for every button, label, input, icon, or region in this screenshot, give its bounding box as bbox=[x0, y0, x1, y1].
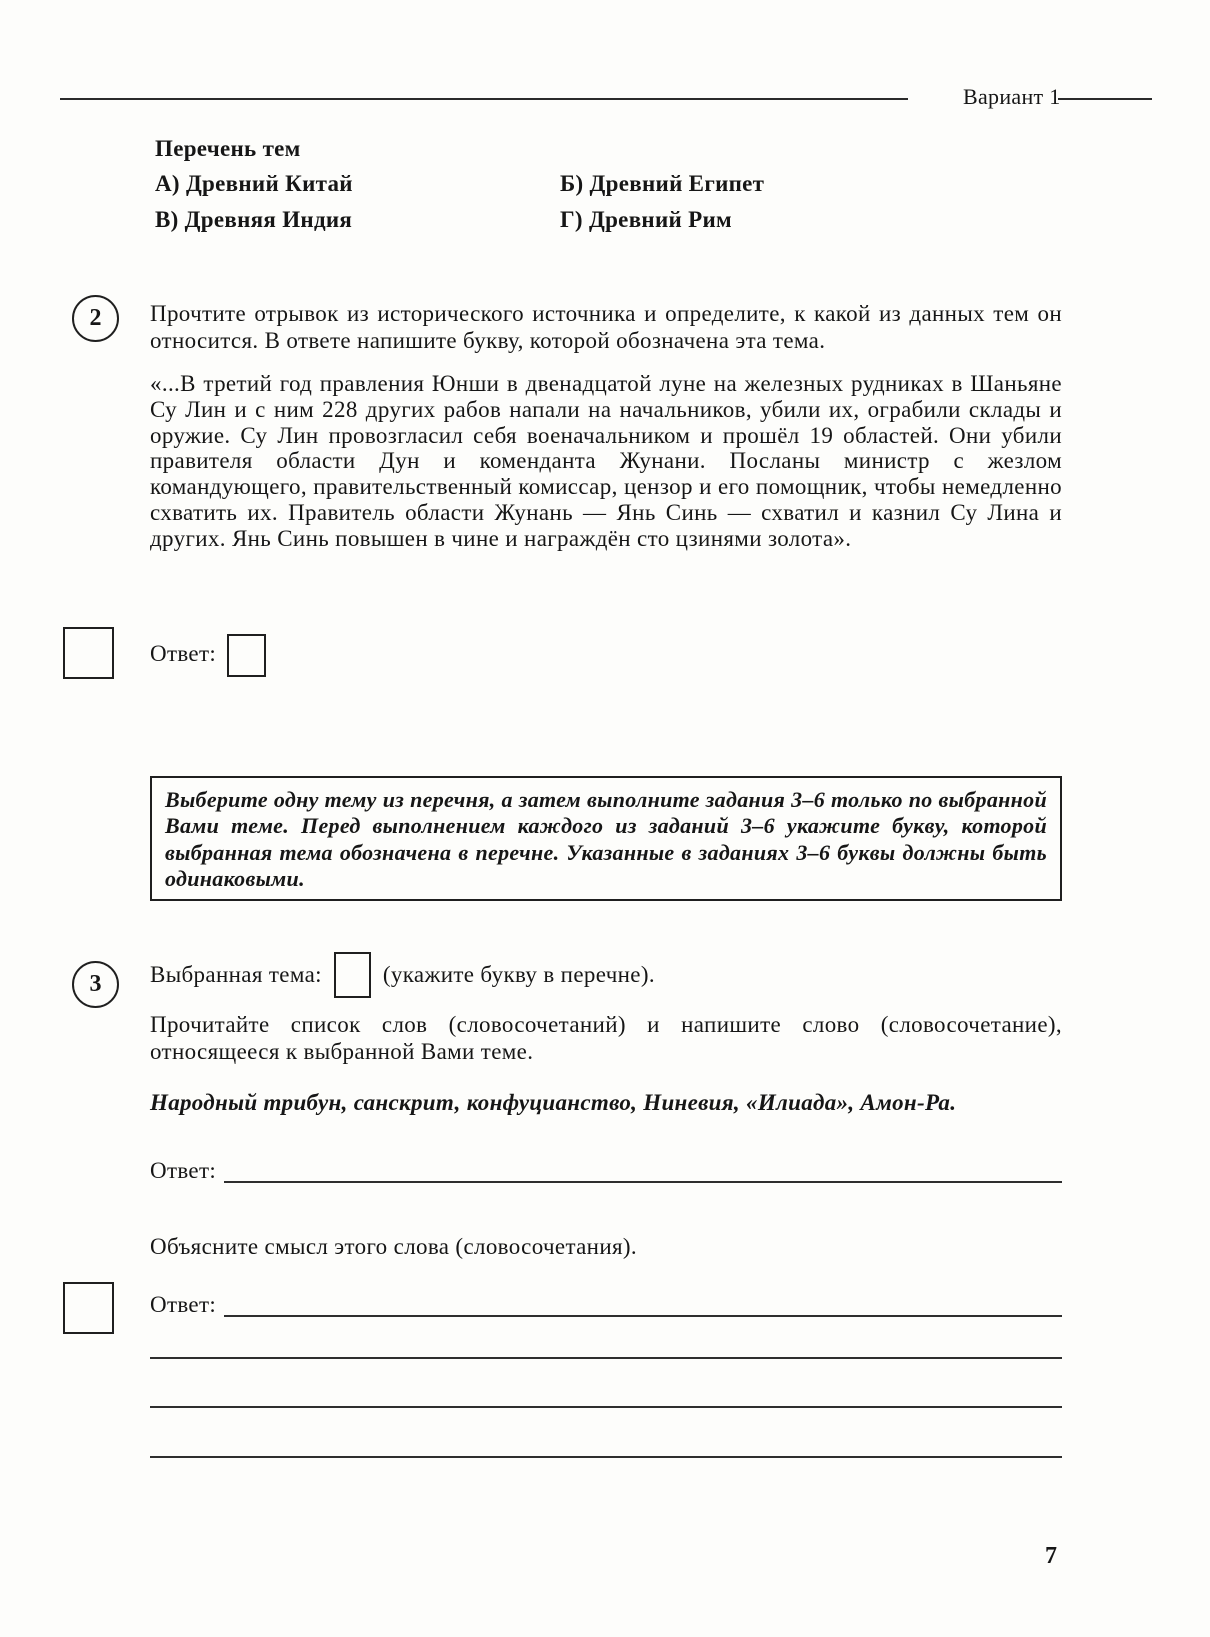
task3-answer-line-2[interactable] bbox=[224, 1292, 1062, 1317]
topic-letter: Г) bbox=[560, 207, 583, 232]
notice-text: Выберите одну тему из перечня, а затем выполните задания 3–6 только по выбранной Вами теме. Перед выполнением каждого из заданий 3–6 укажите букву, которой выбранная тема обозначена в перечне. Указанные в заданиях 3–6 буквы должны быть одинаковыми. bbox=[165, 787, 1047, 891]
task2-instruction: Прочтите отрывок из исторического источника и определите, к какой из данных тем он относится. В ответе напишите букву, которой обозначена эта тема. bbox=[150, 301, 1062, 353]
task2-number: 2 bbox=[89, 305, 102, 331]
topic-name: Древняя Индия bbox=[184, 207, 353, 232]
variant-label: Вариант 1 bbox=[963, 84, 1061, 109]
topic-letter: В) bbox=[155, 207, 179, 232]
notice-box bbox=[150, 776, 1062, 901]
task3-answer-label-2: Ответ: bbox=[150, 1292, 217, 1317]
topic-letter: А) bbox=[155, 171, 180, 196]
task3-answer-row-2 bbox=[150, 1292, 1062, 1318]
topic-item-v bbox=[155, 207, 560, 233]
task3-answer-row-1 bbox=[150, 1158, 1062, 1184]
task2-answer-label: Ответ: bbox=[150, 641, 217, 666]
topic-item-a bbox=[155, 171, 560, 197]
task3-answer-line-1[interactable] bbox=[224, 1158, 1062, 1183]
chosen-theme-hint: (укажите букву в перечне). bbox=[382, 962, 655, 987]
task3-answer-label-1: Ответ: bbox=[150, 1158, 217, 1183]
writing-line-3[interactable] bbox=[150, 1456, 1062, 1458]
task3-score-box bbox=[63, 1282, 114, 1334]
task2-number-badge bbox=[72, 295, 119, 342]
topics-list bbox=[155, 171, 1060, 233]
header-rule-left bbox=[60, 98, 908, 100]
topic-item-b bbox=[560, 171, 1060, 197]
task2-answer-box[interactable] bbox=[227, 634, 266, 677]
topic-name: Древний Рим bbox=[588, 207, 732, 232]
task3-explain-instruction: Объясните смысл этого слова (словосочетания). bbox=[150, 1234, 638, 1259]
writing-line-1[interactable] bbox=[150, 1357, 1062, 1359]
chosen-theme-label: Выбранная тема: bbox=[150, 962, 322, 987]
topics-title: Перечень тем bbox=[155, 136, 301, 161]
task3-number-badge bbox=[72, 961, 119, 1008]
topic-letter: Б) bbox=[560, 171, 584, 196]
writing-line-2[interactable] bbox=[150, 1406, 1062, 1408]
chosen-theme-box[interactable] bbox=[334, 952, 371, 998]
task2-score-box bbox=[63, 627, 114, 679]
topic-name: Древний Египет bbox=[589, 171, 765, 196]
header-rule-right bbox=[1058, 98, 1152, 100]
topic-name: Древний Китай bbox=[185, 171, 353, 196]
task3-instruction: Прочитайте список слов (словосочетаний) и напишите слово (словосочетание), относящееся к выбранной Вами теме. bbox=[150, 1012, 1062, 1064]
task2-source-quote: «...В третий год правления Юнши в двенадцатой луне на железных рудниках в Шаньяне Су Лин и с ним 228 других рабов напали на начальников, убили их, ограбили склады и оружие. Су Лин провозгласил себя военачальником и прошёл 19 областей. Они убили правителя области Дун и коменданта Жунани. Посланы министр с жезлом командующего, правительственный комиссар, цензор и его помощник, чтобы немедленно схватить их. Правитель области Жунань — Янь Синь — схватил и казнил Су Лина и других. Янь Синь повышен в чине и награждён сто цзинями золота». bbox=[150, 371, 1062, 551]
chosen-theme-row bbox=[150, 952, 655, 998]
page-number: 7 bbox=[1045, 1543, 1057, 1569]
topic-item-g bbox=[560, 207, 1060, 233]
task3-number: 3 bbox=[89, 971, 102, 997]
task3-word-list: Народный трибун, санскрит, конфуцианство, Ниневия, «Илиада», Амон-Ра. bbox=[150, 1090, 957, 1115]
